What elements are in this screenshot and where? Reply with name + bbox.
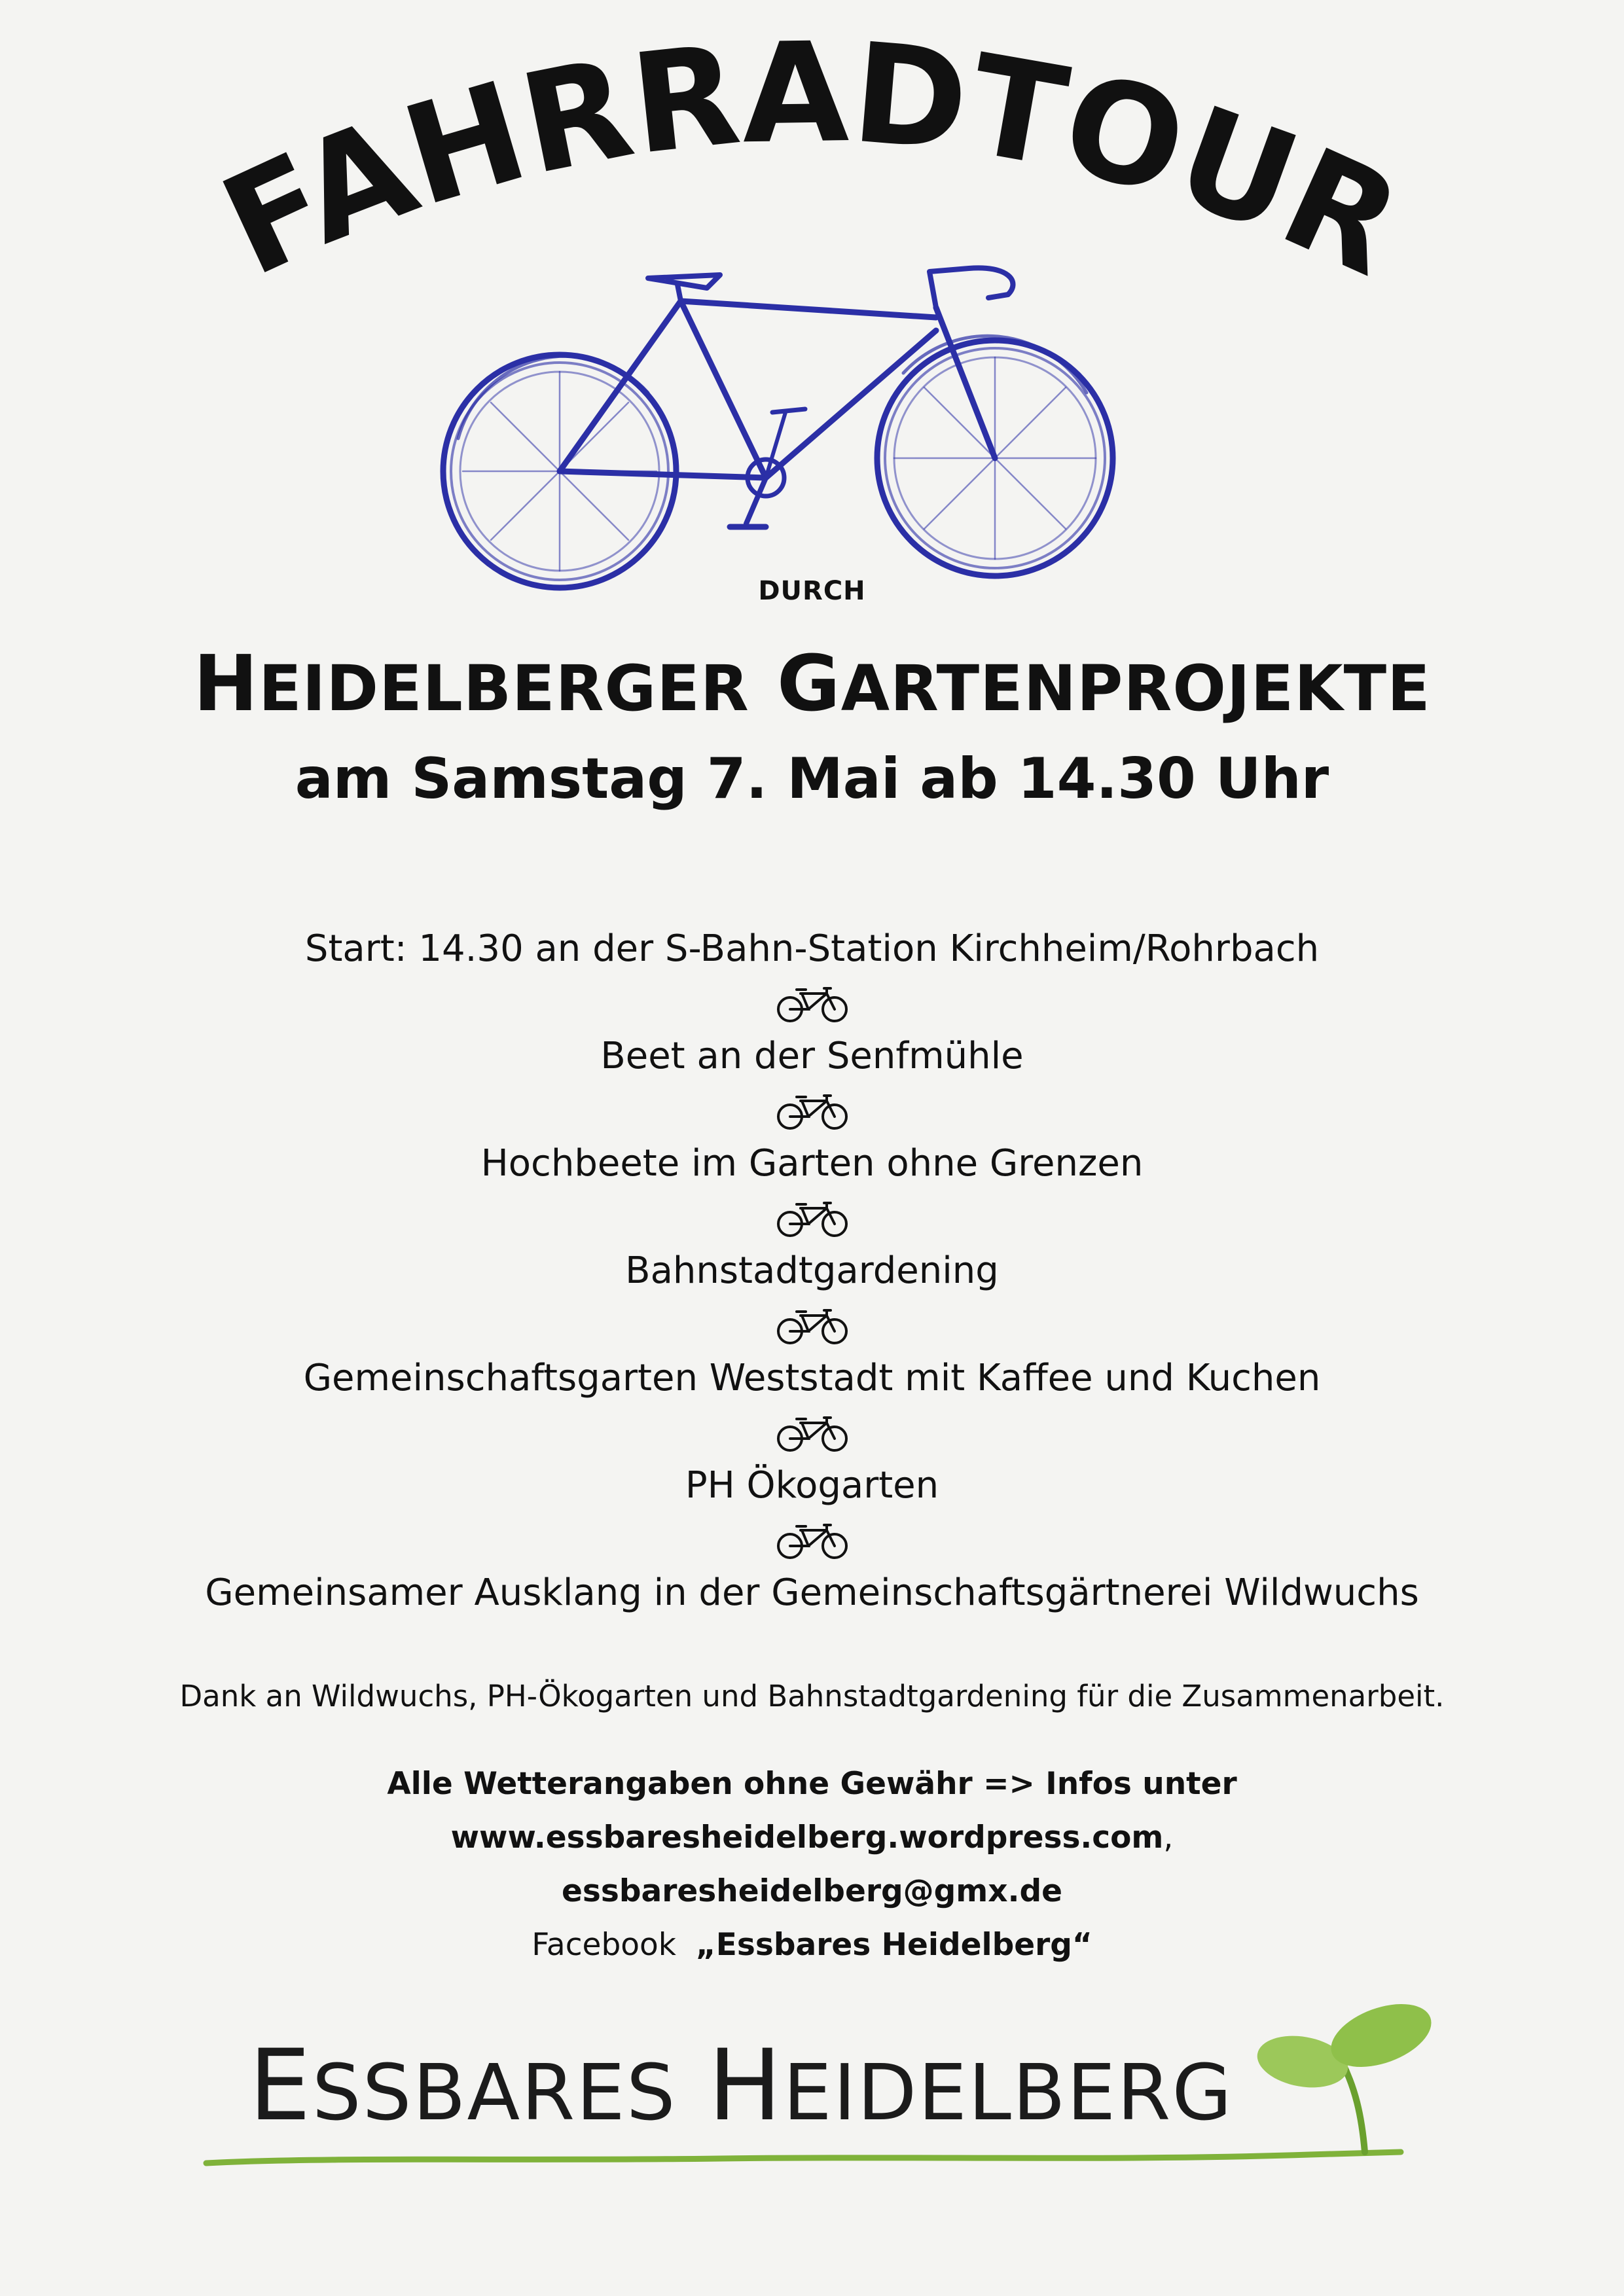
route-stop: PH Ökogarten xyxy=(685,1464,939,1507)
website-suffix: , xyxy=(1163,1820,1174,1856)
thanks-note: Dank an Wildwuchs, PH-Ökogarten und Bahnstadtgardening für die Zusammenarbeit. xyxy=(179,1679,1445,1713)
route-separator xyxy=(0,1083,1624,1138)
headline-word1-rest: EIDELBERGER xyxy=(259,652,749,725)
date-line: am Samstag 7. Mai ab 14.30 Uhr xyxy=(295,746,1329,812)
bicycle-drawing-icon xyxy=(432,223,1126,602)
email-link[interactable]: essbaresheidelberg@gmx.de xyxy=(562,1873,1062,1909)
logo-word2-rest: EIDELBERG xyxy=(783,2047,1233,2138)
logo-word1-rest: SSBARES xyxy=(312,2047,677,2138)
route-list xyxy=(0,923,1624,1619)
bicycle-icon xyxy=(774,1304,850,1346)
logo-word2-initial: H xyxy=(708,2029,784,2143)
website-line xyxy=(0,1811,1624,1865)
facebook-line xyxy=(0,1918,1624,1972)
route-stop: Start: 14.30 an der S-Bahn-Station Kirchheim/Rohrbach xyxy=(304,927,1320,970)
bicycle-icon xyxy=(774,1196,850,1238)
weather-disclaimer: Alle Wetterangaben ohne Gewähr => Infos unter xyxy=(387,1766,1237,1802)
footer-logo xyxy=(249,2029,1233,2143)
route-stop: Gemeinschaftsgarten Weststadt mit Kaffee und Kuchen xyxy=(303,1357,1321,1399)
bicycle-icon xyxy=(774,1411,850,1453)
route-separator xyxy=(0,1297,1624,1352)
route-stop: Gemeinsamer Ausklang in der Gemeinschaftsgärtnerei Wildwuchs xyxy=(205,1571,1419,1614)
route-separator xyxy=(0,1190,1624,1245)
facebook-page-name: „Essbares Heidelberg“ xyxy=(695,1927,1092,1963)
info-block xyxy=(0,1757,1624,1972)
route-stop: Bahnstadtgardening xyxy=(625,1249,999,1292)
bicycle-icon xyxy=(774,1089,850,1131)
route-separator xyxy=(0,1512,1624,1567)
bicycle-icon xyxy=(774,982,850,1024)
connector-text: DURCH xyxy=(758,576,866,606)
headline-word2-rest: ARTENPROJEKTE xyxy=(840,652,1431,725)
route-separator xyxy=(0,975,1624,1030)
headline-word1-initial: H xyxy=(193,638,259,728)
route-stop: Hochbeete im Garten ohne Grenzen xyxy=(480,1142,1144,1185)
logo-word1-initial: E xyxy=(249,2029,312,2143)
facebook-label: Facebook xyxy=(532,1927,677,1963)
headline-word2-initial: G xyxy=(776,638,841,728)
route-stop: Beet an der Senfmühle xyxy=(600,1035,1024,1077)
website-link[interactable]: www.essbaresheidelberg.wordpress.com xyxy=(450,1820,1164,1856)
title-textpath: FAHRRADTOUR xyxy=(200,12,1423,308)
bicycle-icon xyxy=(774,1518,850,1560)
headline xyxy=(0,638,1624,728)
route-separator xyxy=(0,1405,1624,1460)
